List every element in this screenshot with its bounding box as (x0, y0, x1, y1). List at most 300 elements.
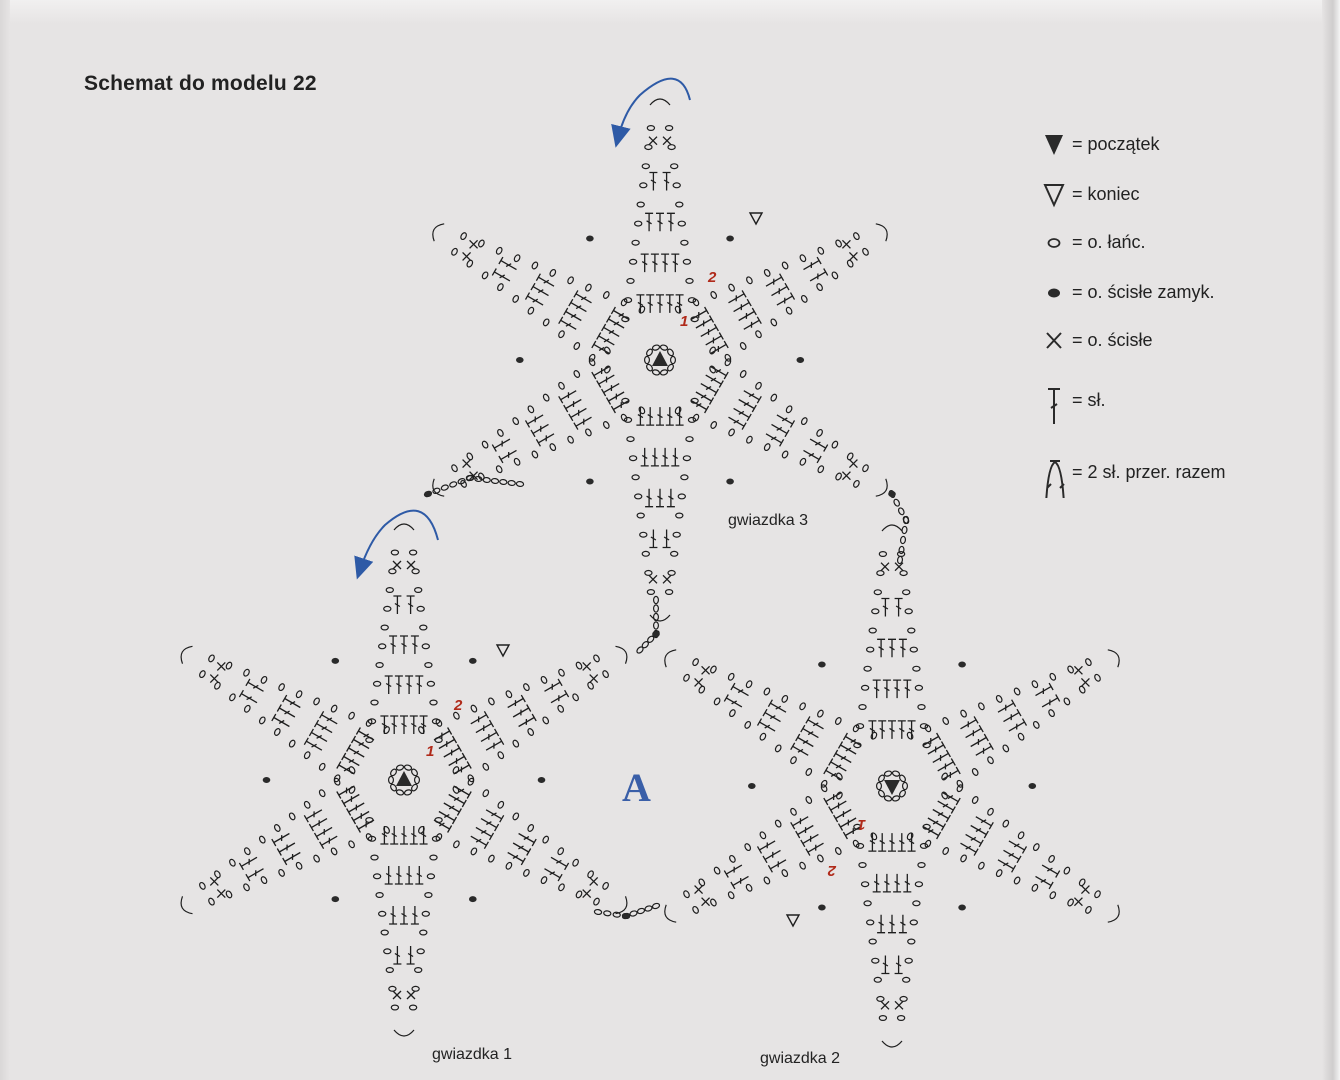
double-crochet-symbol (1009, 719, 1027, 732)
chain-stitch-symbol (482, 762, 490, 771)
chain-stitch-symbol (404, 764, 412, 771)
chain-stitch-symbol (770, 318, 778, 327)
chain-stitch-symbol (853, 232, 861, 241)
slip-stitch-symbol (818, 905, 826, 911)
chain-stitch-symbol (627, 279, 634, 284)
double-crochet-symbol (356, 820, 374, 833)
chain-stitch-symbol (620, 298, 628, 307)
double-crochet-symbol (611, 307, 629, 320)
chain-stitch-symbol (549, 269, 557, 278)
chain-stitch-symbol (386, 588, 393, 593)
double-crochet-symbol (410, 826, 418, 844)
chain-stitch-symbol (451, 247, 459, 256)
chain-stitch-symbol (846, 452, 854, 461)
double-crochet-symbol (471, 836, 489, 849)
chain-stitch-symbol (867, 920, 874, 925)
chain-stitch-symbol (531, 450, 539, 459)
chain-stitch-symbol (542, 716, 550, 725)
chain-stitch-symbol (647, 126, 654, 131)
single-crochet-symbol (1074, 666, 1082, 674)
chain-stitch-symbol (729, 709, 737, 718)
single-crochet-symbol (649, 137, 657, 145)
chain-stitch-symbol (924, 724, 932, 733)
double-crochet-symbol (602, 324, 620, 336)
double-crochet-symbol (385, 866, 393, 884)
chain-stitch-symbol (512, 739, 520, 748)
chain-stitch-symbol (558, 883, 566, 892)
chain-stitch-symbol (877, 782, 882, 789)
chain-stitch-symbol (644, 905, 652, 912)
star-3 (433, 79, 887, 621)
chain-stitch-symbol (676, 513, 683, 518)
chain-stitch-symbol (288, 739, 296, 748)
legend-label: = koniec (1072, 184, 1140, 204)
slip-stitch-symbol (748, 783, 756, 789)
chain-stitch-symbol (1094, 673, 1102, 682)
legend-row-end (1040, 178, 1320, 210)
double-crochet-symbol (320, 836, 338, 849)
single-crochet-symbol (881, 1001, 889, 1009)
center-opening-label: A (622, 765, 651, 810)
legend-row-sc (1040, 324, 1320, 356)
double-crochet-symbol (663, 173, 671, 191)
chain-stitch-symbol (781, 869, 789, 878)
chain-stitch-symbol (603, 910, 611, 916)
chain-stitch-symbol (199, 882, 207, 891)
chain-stitch-symbol (995, 869, 1003, 878)
chain-stitch-symbol (573, 342, 581, 351)
double-crochet-symbol (390, 716, 398, 734)
double-crochet-symbol (411, 636, 419, 654)
chain-stitch-symbol (348, 711, 356, 720)
chain-stitch-symbol (905, 609, 912, 614)
chain-stitch-symbol (371, 700, 378, 705)
chain-stitch-symbol (759, 732, 767, 741)
chain-stitch-symbol (666, 126, 673, 131)
symbol-legend (1040, 128, 1320, 508)
chain-stitch-symbol (635, 221, 642, 226)
chain-stitch-symbol (971, 796, 979, 805)
legend-label: = początek (1072, 134, 1160, 154)
double-crochet-symbol (933, 810, 951, 823)
double-crochet-symbol (834, 750, 852, 763)
chain-stitch-symbol (303, 751, 311, 760)
chain-stitch-symbol (488, 854, 496, 863)
chain-stitch-symbol (913, 666, 920, 671)
double-crochet-symbol (656, 407, 664, 425)
chain-stitch-symbol (956, 784, 964, 793)
chain-stitch-symbol (978, 702, 986, 711)
chain-stitch-symbol (243, 847, 251, 856)
chain-stitch-symbol (575, 890, 583, 899)
chain-stitch-symbol (389, 986, 396, 991)
chain-stitch-symbol (497, 429, 505, 438)
chain-stitch-symbol (497, 800, 505, 809)
chain-stitch-symbol (884, 770, 892, 777)
chain-stitch-symbol (453, 840, 461, 849)
chain-stitch-symbol (713, 866, 721, 875)
chain-stitch-symbol (1078, 878, 1086, 887)
chain-stitch-symbol (727, 672, 735, 681)
double-crochet-symbol (671, 448, 679, 466)
double-crochet-symbol (881, 956, 889, 974)
chain-stitch-symbol (861, 882, 868, 887)
chain-stitch-symbol (817, 854, 825, 863)
double-crochet-symbol (407, 946, 415, 964)
chain-stitch-symbol (587, 681, 595, 690)
legend-row-chain (1040, 226, 1320, 258)
chain-stitch-symbol (652, 344, 660, 351)
chain-stitch-symbol (604, 365, 612, 374)
chain-stitch-symbol (588, 353, 596, 362)
chain-stitch-symbol (640, 532, 647, 537)
chain-stitch-symbol (645, 145, 652, 150)
chain-stitch-symbol (781, 261, 789, 270)
chain-stitch-symbol (415, 968, 422, 973)
chain-stitch-symbol (1085, 906, 1093, 915)
chain-stitch-symbol (288, 812, 296, 821)
chain-stitch-symbol (770, 393, 778, 402)
double-crochet-symbol (651, 448, 659, 466)
double-crochet-symbol (888, 721, 896, 739)
double-crochet-symbol (883, 874, 891, 892)
double-crochet-symbol (400, 636, 408, 654)
chain-stitch-symbol (781, 450, 789, 459)
chain-stitch-symbol (1002, 819, 1010, 828)
start-marker-icon (396, 771, 412, 786)
chain-stitch-symbol (229, 693, 237, 702)
double-crochet-symbol (899, 639, 907, 657)
double-crochet-symbol (878, 721, 886, 739)
chain-stitch-symbol (897, 1016, 904, 1021)
single-crochet-symbol (393, 991, 401, 999)
chain-stitch-symbol (632, 475, 639, 480)
chain-stitch-symbol (746, 276, 754, 285)
chain-stitch-symbol (642, 164, 649, 169)
chain-stitch-symbol (396, 764, 404, 771)
chain-stitch-symbol (877, 997, 884, 1002)
double-crochet-symbol (877, 639, 885, 657)
single-crochet-symbol (590, 675, 598, 683)
single-crochet-symbol (407, 991, 415, 999)
arm-tip-curve (882, 525, 902, 531)
chain-stitch-symbol (910, 920, 917, 925)
chain-stitch-symbol (278, 683, 286, 692)
chain-stitch-symbol (862, 685, 869, 690)
chain-stitch-symbol (671, 164, 678, 169)
chain-stitch-symbol (820, 779, 828, 788)
double-crochet-symbol (877, 915, 885, 933)
double-crochet-symbol (272, 834, 290, 847)
double-crochet-symbol (347, 745, 365, 758)
single-crochet-symbol (393, 561, 401, 569)
chain-stitch-symbol (759, 831, 767, 840)
double-crochet-symbol (881, 599, 889, 617)
chain-stitch-symbol (391, 550, 398, 555)
chain-stitch-symbol (879, 1016, 886, 1021)
chain-stitch-symbol (835, 239, 843, 248)
chain-stitch-symbol (391, 1005, 398, 1010)
chain-stitch-symbol (412, 986, 419, 991)
chain-stitch-symbol (654, 596, 659, 603)
chain-stitch-symbol (441, 484, 449, 491)
chain-stitch-symbol (381, 930, 388, 935)
double-crochet-symbol (801, 725, 819, 737)
arm-tip-curve (181, 896, 192, 913)
slip-stitch-symbol (469, 658, 477, 664)
chain-stitch-symbol (542, 393, 550, 402)
page-title: Schemat do modelu 22 (84, 72, 317, 95)
chain-stitch-symbol (915, 882, 922, 887)
chain-stitch-symbol (652, 369, 660, 376)
chain-stitch-symbol (642, 551, 649, 556)
double-crochet-symbol (777, 415, 795, 428)
legend-label: = 2 sł. przer. razem (1072, 462, 1226, 482)
double-crochet-symbol (564, 308, 582, 321)
double-crochet-symbol (671, 254, 679, 272)
chain-stitch-symbol (673, 532, 680, 537)
single-crochet-symbol (463, 460, 471, 468)
chain-stitch-symbol (318, 789, 326, 798)
chain-stitch-symbol (654, 605, 659, 612)
chain-stitch-symbol (313, 697, 321, 706)
double-crochet-symbol (389, 636, 397, 654)
chain-stitch-symbol (864, 666, 871, 671)
double-crochet-icon (1040, 376, 1070, 424)
chain-stitch-symbol (816, 283, 824, 292)
chain-stitch-symbol (460, 232, 468, 241)
chain-stitch-symbol (709, 346, 717, 355)
chain-stitch-symbol (816, 429, 824, 438)
chain-stitch-symbol (638, 305, 646, 314)
double-crochet-symbol (810, 269, 828, 281)
chain-stitch-symbol (790, 756, 798, 765)
slip-stitch-symbol (263, 777, 271, 783)
double-crochet-symbol (492, 439, 510, 451)
chain-stitch-symbol (692, 298, 700, 307)
double-crochet-symbol (701, 384, 719, 396)
chain-stitch-symbol (995, 695, 1003, 704)
chain-stitch-symbol (710, 665, 718, 674)
single-crochet-symbol (849, 460, 857, 468)
double-crochet-symbol (883, 680, 891, 698)
chain-stitch-symbol (389, 776, 394, 783)
chain-stitch-symbol (744, 843, 752, 852)
chain-stitch-symbol (527, 306, 535, 315)
chain-stitch-symbol (799, 457, 807, 466)
chain-stitch-symbol (478, 472, 486, 481)
chain-stitch-symbol (1094, 890, 1102, 899)
chain-stitch-symbol (410, 550, 417, 555)
chain-stitch-symbol (831, 440, 839, 449)
chain-stitch-symbol (379, 911, 386, 916)
single-crochet-symbol (210, 675, 218, 683)
arm-tip-curve (665, 905, 676, 922)
chain-stitch-symbol (739, 370, 747, 379)
chain-stitch-symbol (864, 901, 871, 906)
chain-stitch-symbol (683, 259, 690, 264)
chain-stitch-symbol (879, 552, 886, 557)
arm-tip-curve (616, 896, 627, 913)
double-crochet-symbol (878, 833, 886, 851)
chain-stitch-symbol (243, 704, 251, 713)
chain-stitch-symbol (1031, 883, 1039, 892)
chain-stitch-symbol (1049, 672, 1057, 681)
chain-stitch-symbol (258, 716, 266, 725)
chain-stitch-symbol (330, 704, 338, 713)
chain-stitch-symbol (348, 840, 356, 849)
chain-stitch-symbol (744, 721, 752, 730)
slip-stitch-symbol (652, 631, 660, 637)
double-crochet-symbol (646, 295, 654, 313)
chain-stitch-symbol (867, 647, 874, 652)
chain-stitch-symbol (229, 858, 237, 867)
chain-stitch-symbol (660, 344, 668, 351)
double-crochet-symbol (676, 407, 684, 425)
chain-stitch-symbol (892, 770, 900, 777)
star-label-1: gwiazdka 1 (432, 1046, 513, 1063)
chain-stitch-symbol (831, 271, 839, 280)
chain-stitch-symbol (602, 421, 610, 430)
single-crochet-symbol (881, 563, 889, 571)
double-crochet-symbol (656, 489, 664, 507)
double-crochet-symbol (691, 401, 709, 414)
arm-tip-curve (876, 224, 887, 241)
arm-tip-curve (876, 479, 887, 496)
chain-stitch-symbol (225, 661, 233, 670)
chain-stitch-symbol (668, 145, 675, 150)
chain-stitch-symbol (1013, 876, 1021, 885)
chain-stitch-symbol (645, 356, 650, 363)
chain-stitch-symbol (260, 676, 268, 685)
chain-stitch-symbol (874, 977, 881, 982)
end-triangle-icon (1040, 178, 1070, 210)
double-crochet-symbol (908, 833, 916, 851)
chain-stitch-symbol (903, 977, 910, 982)
double-crochet-symbol (667, 489, 675, 507)
chain-stitch-symbol (630, 259, 637, 264)
chain-stitch-symbol (710, 291, 718, 300)
chain-stitch-symbol (1078, 685, 1086, 694)
double-crochet-symbol (663, 530, 671, 548)
double-crochet-symbol (724, 865, 742, 877)
chain-stitch-symbol (913, 901, 920, 906)
double-crochet-symbol (393, 946, 401, 964)
chain-stitch-symbol (470, 704, 478, 713)
end-marker-icon (787, 915, 799, 926)
slip-stitch-symbol (797, 357, 805, 363)
chain-stitch-symbol (557, 847, 565, 856)
slip-stitch-symbol (516, 357, 524, 363)
chain-stitch-symbol (834, 847, 842, 856)
double-crochet-symbol (400, 716, 408, 734)
chain-stitch-symbol (817, 465, 825, 474)
double-crochet-symbol (758, 841, 776, 854)
chain-stitch-symbol (481, 271, 489, 280)
chain-stitch-symbol (710, 898, 718, 907)
chain-stitch-symbol (900, 571, 907, 576)
double-crochet-symbol (729, 417, 747, 429)
double-crochet-symbol (1004, 709, 1022, 721)
slip-stitch-symbol (424, 491, 432, 497)
legend-row-slip (1040, 276, 1320, 308)
chain-stitch-symbol (415, 776, 420, 783)
chain-stitch-symbol (384, 606, 391, 611)
double-crochet-symbol (661, 254, 669, 272)
chain-stitch-symbol (872, 609, 879, 614)
chain-stitch-symbol (673, 183, 680, 188)
chain-stitch-symbol (817, 246, 825, 255)
double-crochet-symbol (676, 295, 684, 313)
chain-stitch-symbol (987, 756, 995, 765)
chain-stitch-symbol (942, 717, 950, 726)
double-crochet-symbol (806, 716, 824, 728)
legend-label: = o. ścisłe (1072, 330, 1153, 350)
chain-stitch-symbol (531, 261, 539, 270)
double-crochet-symbol (656, 295, 664, 313)
chain-stitch-symbol (671, 551, 678, 556)
double-crochet-symbol (868, 833, 876, 851)
slip-stitch-symbol (586, 479, 594, 485)
chain-stitch-symbol (671, 356, 676, 363)
double-crochet-symbol (513, 705, 531, 718)
slip-stitch-icon (1040, 276, 1070, 308)
chain-stitch-symbol (371, 855, 378, 860)
double-crochet-symbol (1042, 865, 1060, 877)
chain-stitch-symbol (594, 909, 602, 915)
chain-stitch-symbol (430, 855, 437, 860)
double-crochet-symbol (434, 728, 452, 741)
chain-stitch-symbol (1067, 898, 1075, 907)
double-crochet-symbol (898, 833, 906, 851)
double-crochet-symbol (649, 173, 657, 191)
double-crochet-symbol (415, 676, 423, 694)
chain-stitch-symbol (482, 789, 490, 798)
chain-stitch-symbol (1085, 658, 1093, 667)
chain-stitch-symbol (410, 768, 418, 777)
chain-stitch-symbol (862, 464, 870, 473)
chain-stitch-symbol (668, 571, 675, 576)
chain-stitch-symbol (542, 835, 550, 844)
double-crochet-symbol (763, 850, 781, 862)
dc2tog-icon (1040, 446, 1070, 498)
chain-stitch-symbol (449, 481, 457, 488)
double-crochet-symbol (888, 639, 896, 657)
single-crochet-symbol (695, 886, 703, 894)
arm-tip-curve (181, 646, 192, 663)
chain-stitch-symbol (488, 697, 496, 706)
chain-stitch-symbol (513, 457, 521, 466)
chain-stitch-symbol (799, 254, 807, 263)
chain-stitch-symbol (918, 705, 925, 710)
double-crochet-symbol (420, 716, 428, 734)
chain-stitch-symbol (915, 685, 922, 690)
chain-stitch-symbol (781, 695, 789, 704)
slip-stitch-symbol (958, 905, 966, 911)
double-crochet-symbol (791, 743, 809, 756)
chain-stitch-symbol (686, 279, 693, 284)
double-crochet-symbol (646, 407, 654, 425)
chain-stitch-symbol (906, 731, 914, 740)
double-crochet-symbol (531, 424, 549, 436)
chain-stitch-symbol (495, 246, 503, 255)
chain-stitch-symbol (575, 661, 583, 670)
double-crochet-symbol (895, 599, 903, 617)
chain-stitch-symbol (688, 418, 695, 423)
slip-stitch-symbol (888, 491, 896, 497)
chain-stitch-symbol (451, 464, 459, 473)
single-crochet-symbol (842, 472, 850, 480)
